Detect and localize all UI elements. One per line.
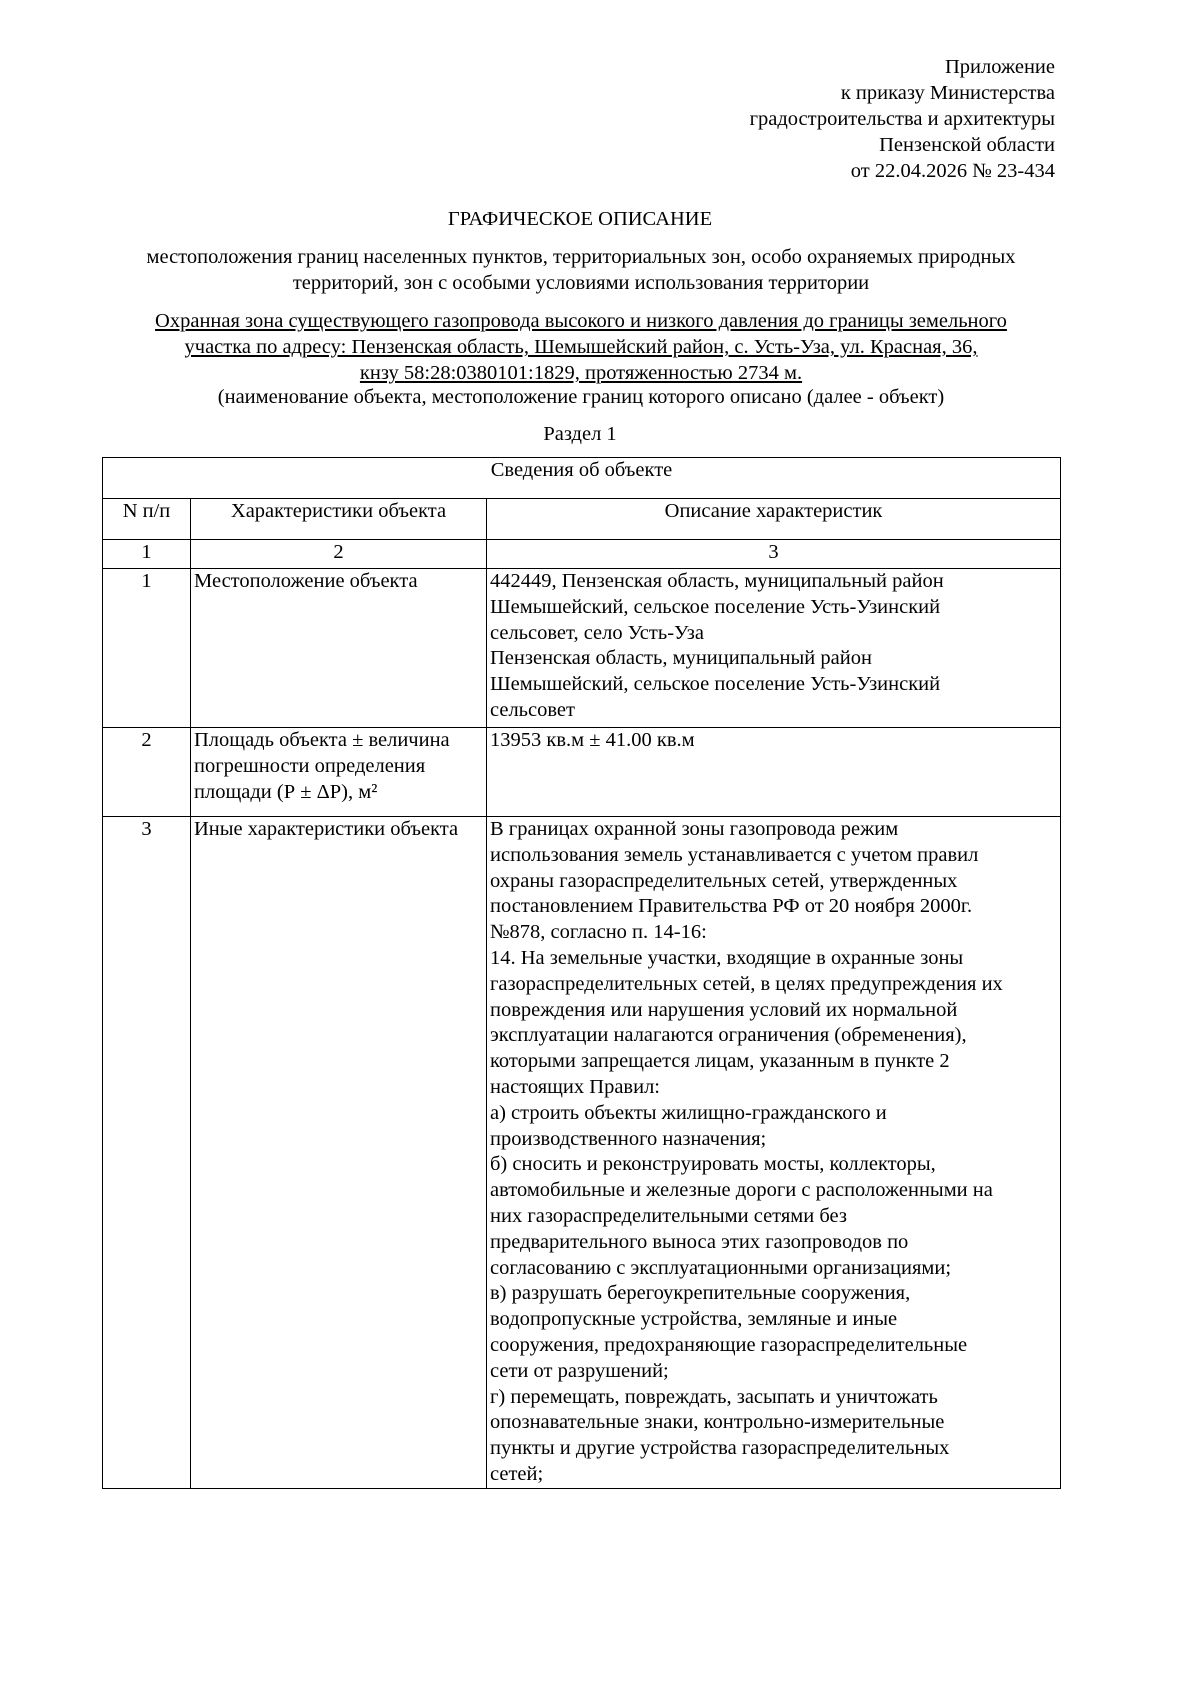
- text-line: настоящих Правил:: [490, 1075, 661, 1098]
- text-line: автомобильные и железные дороги с расположенными на: [490, 1179, 993, 1202]
- text-line: г) перемещать, повреждать, засыпать и уничтожать: [490, 1385, 938, 1408]
- text-line: повреждения или нарушения условий их нормальной: [490, 998, 958, 1021]
- text-line: пункты и другие устройства газораспределительных: [490, 1437, 950, 1460]
- object-caption: (наименование объекта, местоположение границ которого описано (далее - объект): [217, 386, 945, 408]
- text-line: постановлением Правительства РФ от 20 ноября 2000г.: [490, 895, 973, 918]
- header-description: Описание характеристик: [487, 499, 1061, 540]
- text-line: Иные характеристики объекта: [194, 818, 459, 840]
- table-row: [103, 728, 1061, 817]
- text-line: них газораспределительными сетями без: [490, 1204, 847, 1227]
- text-line: 442449, Пензенская область, муниципальный район: [490, 570, 944, 592]
- row-description: [487, 569, 1061, 728]
- index-cell: 3: [487, 540, 1061, 569]
- row-description: [487, 817, 1061, 1489]
- index-cell: 2: [191, 540, 487, 569]
- appendix-line: к приказу Министерства: [840, 82, 1055, 104]
- text-line: согласованию с эксплуатационными организациями;: [490, 1256, 952, 1279]
- appendix-header: [750, 54, 1055, 184]
- text-line: эксплуатации налагаются ограничения (обременения),: [490, 1024, 967, 1047]
- row-number: 3: [103, 817, 191, 1489]
- text-line: сельсовет: [490, 698, 575, 721]
- header-characteristics: Характеристики объекта: [191, 499, 487, 540]
- text-line: использования земель устанавливается с учетом правил: [490, 843, 979, 866]
- text-line: 14. На земельные участки, входящие в охранные зоны: [490, 946, 964, 969]
- subtitle-line: территорий, зон с особыми условиями использования территории: [292, 272, 870, 294]
- subtitle-line: местоположения границ населенных пунктов, территориальных зон, особо охраняемых природных: [146, 246, 1016, 268]
- text-line: б) сносить и реконструировать мосты, коллекторы,: [490, 1153, 936, 1176]
- text-line: 13953 кв.м ± 41.00 кв.м: [490, 729, 695, 751]
- appendix-line: от 22.04.2026 № 23-434: [850, 160, 1055, 182]
- text-line: которыми запрещается лицам, указанным в пункте 2: [490, 1050, 950, 1073]
- text-line: предварительного выноса этих газопроводов по: [490, 1230, 909, 1253]
- object-info-table: [102, 457, 1061, 1489]
- index-cell: 1: [103, 540, 191, 569]
- text-line: водопропускные устройства, земляные и иные: [490, 1308, 898, 1331]
- text-line: Местоположение объекта: [194, 570, 418, 592]
- table-caption: Сведения об объекте: [103, 458, 1061, 499]
- text-line: сети от разрушений;: [490, 1359, 669, 1382]
- text-line: сельсовет, село Усть-Уза: [490, 621, 704, 644]
- row-characteristic: [191, 728, 487, 817]
- row-description: [487, 728, 1061, 817]
- text-line: производственного назначения;: [490, 1127, 767, 1150]
- table-row: [103, 817, 1061, 1489]
- object-name-line: кнзу 58:28:0380101:1829, протяженностью 2734 м.: [359, 362, 803, 384]
- text-line: охраны газораспределительных сетей, утвержденных: [490, 869, 958, 892]
- object-name-line: участка по адресу: Пензенская область, Шемышейский район, с. Усть-Уза, ул. Красная, 36,: [184, 336, 978, 358]
- row-number: 2: [103, 728, 191, 817]
- text-line: газораспределительных сетей, в целях предупреждения их: [490, 972, 1003, 995]
- text-line: Шемышейский, сельское поселение Усть-Узинский: [490, 595, 941, 618]
- text-line: в) разрушать берегоукрепительные сооружения,: [490, 1282, 911, 1305]
- text-line: Шемышейский, сельское поселение Усть-Узинский: [490, 673, 941, 696]
- text-line: сетей;: [490, 1462, 544, 1485]
- row-number: 1: [103, 569, 191, 728]
- row-characteristic: [191, 817, 487, 1489]
- text-line: опознавательные знаки, контрольно-измерительные: [490, 1411, 945, 1434]
- object-name-line: Охранная зона существующего газопровода высокого и низкого давления до границы земельного: [155, 310, 1007, 332]
- text-line: погрешности определения: [194, 754, 426, 777]
- document-subtitle: [98, 244, 1064, 296]
- appendix-line: Пензенской области: [879, 134, 1055, 156]
- text-line: Пензенская область, муниципальный район: [490, 647, 872, 670]
- row-characteristic: [191, 569, 487, 728]
- header-number: N п/п: [103, 499, 191, 540]
- object-name: [98, 308, 1064, 386]
- text-line: площади (Р ± ΔР), м²: [194, 780, 378, 803]
- table-row: [103, 569, 1061, 728]
- document-title: ГРАФИЧЕСКОЕ ОПИСАНИЕ: [447, 208, 713, 230]
- text-line: Площадь объекта ± величина: [194, 729, 450, 751]
- text-line: а) строить объекты жилищно-гражданского и: [490, 1101, 887, 1124]
- text-line: В границах охранной зоны газопровода режим: [490, 818, 899, 840]
- text-line: сооружения, предохраняющие газораспределительные: [490, 1333, 968, 1356]
- appendix-line: Приложение: [944, 56, 1055, 78]
- section-title: Раздел 1: [543, 423, 617, 445]
- appendix-line: градостроительства и архитектуры: [749, 108, 1055, 130]
- text-line: №878, согласно п. 14-16:: [490, 921, 707, 944]
